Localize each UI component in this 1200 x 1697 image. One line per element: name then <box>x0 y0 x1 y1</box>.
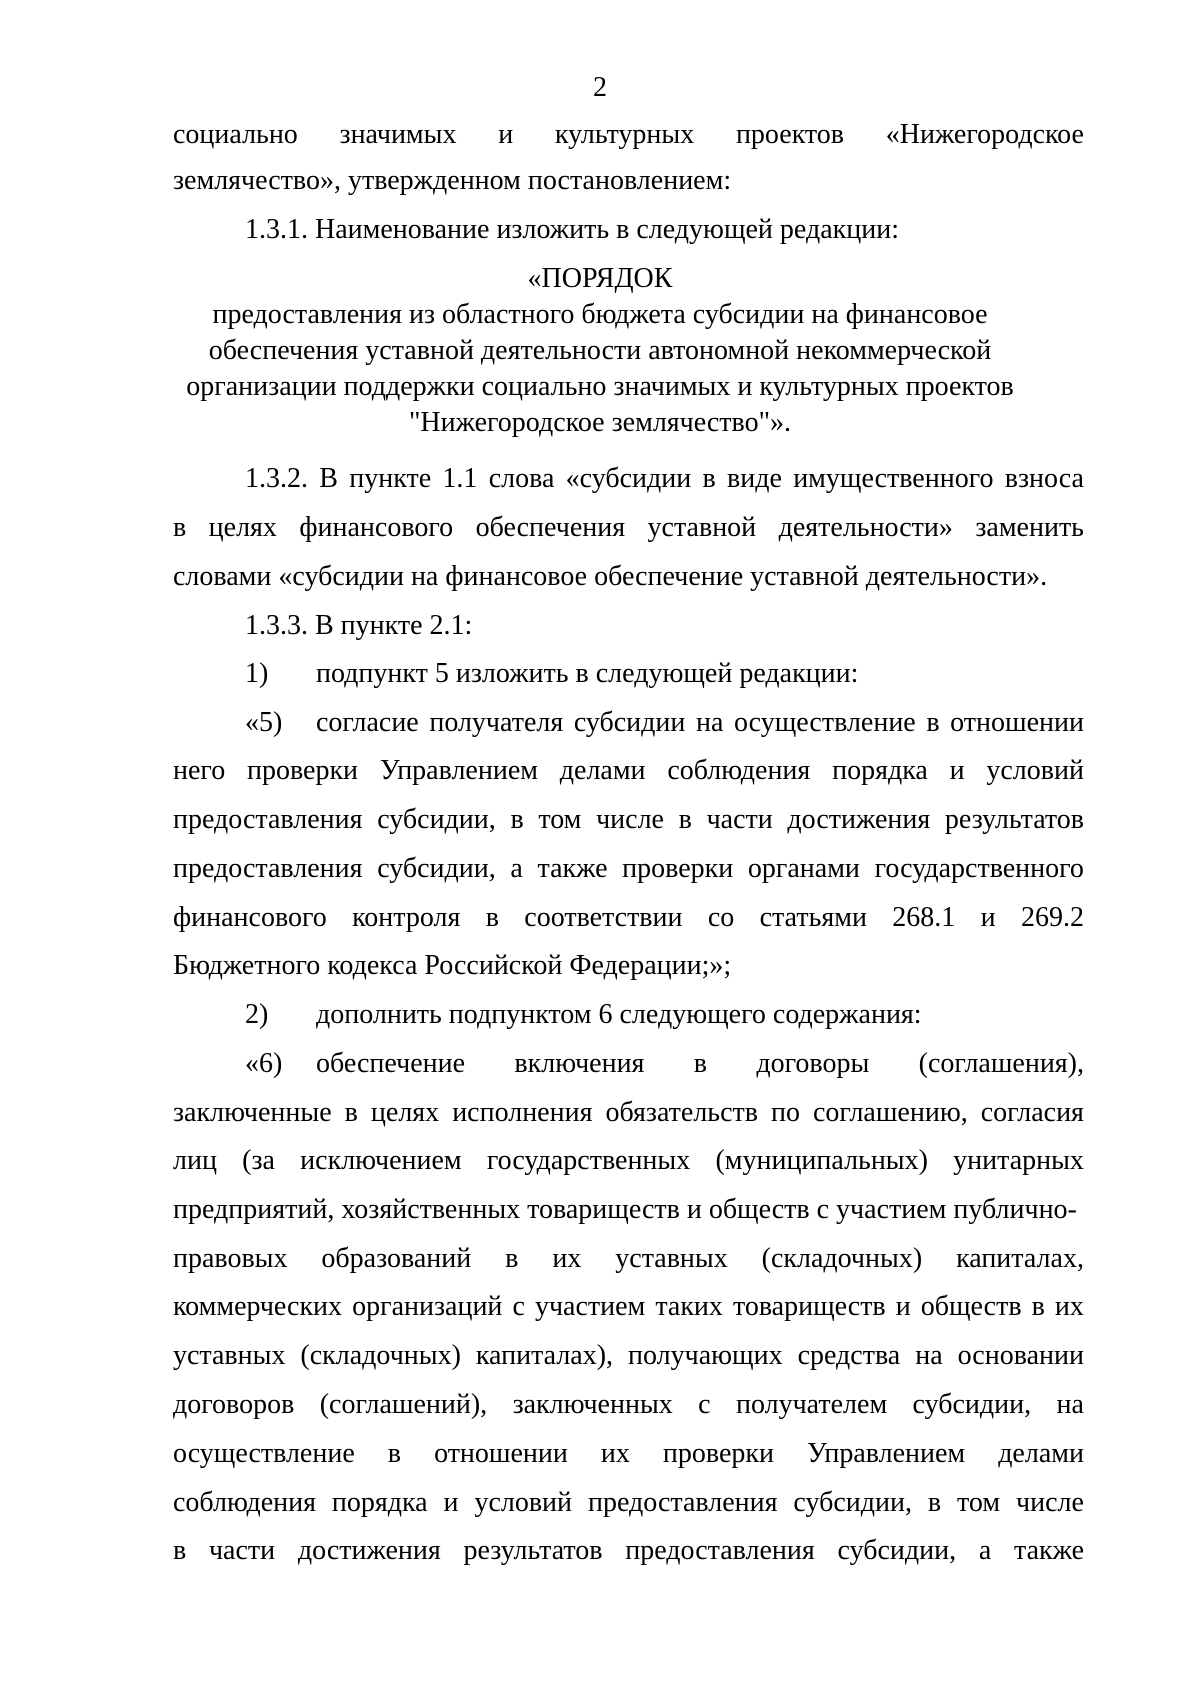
word: слова <box>488 463 555 494</box>
text-line-28 <box>173 1437 1084 1471</box>
word: исключением <box>300 1145 462 1176</box>
text-line-10: словами «субсидии на финансовое обеспечение уставной деятельности». <box>173 561 1048 592</box>
word: таких <box>655 1291 723 1322</box>
text-line-2: 1.3.1. Наименование изложить в следующей редакции: <box>245 214 899 245</box>
word: государственного <box>874 853 1084 884</box>
word: деятельности» <box>778 512 953 543</box>
word: части <box>208 1535 276 1566</box>
word: обязательств <box>605 1097 758 1128</box>
word: в <box>1031 1291 1045 1322</box>
title-line-1: предоставления из областного бюджета субсидии на финансовое <box>212 299 988 330</box>
word: Управлением <box>379 755 538 786</box>
word: заключенные <box>173 1097 332 1128</box>
text-line-25 <box>173 1290 1084 1324</box>
word: обеспечения <box>475 512 626 543</box>
word: включения <box>514 1048 645 1079</box>
word: целях <box>370 1097 440 1128</box>
word: субсидии, <box>377 853 496 884</box>
word: делами <box>998 1438 1084 1469</box>
word: в <box>927 1487 942 1518</box>
word: 269.2 <box>1020 902 1084 933</box>
word: получающих <box>628 1340 783 1371</box>
word: предоставления <box>173 804 363 835</box>
word: заключенных <box>512 1389 673 1420</box>
word: в <box>926 707 940 738</box>
word: значимых <box>339 119 457 150</box>
word: уставной <box>647 512 757 543</box>
text-line-1: землячество», утвержденном постановлением: <box>173 165 732 196</box>
word: в <box>702 463 716 494</box>
word: унитарных <box>953 1145 1084 1176</box>
word: договоров <box>173 1389 295 1420</box>
word: целях <box>208 512 277 543</box>
word: проверки <box>662 1438 774 1469</box>
word: том <box>957 1487 1001 1518</box>
word: осуществление <box>733 707 916 738</box>
word: В <box>319 463 338 494</box>
word: согласия <box>980 1097 1084 1128</box>
word: на <box>915 1340 943 1371</box>
word: субсидии, <box>912 1389 1032 1420</box>
word: субсидии, <box>377 804 496 835</box>
word: субсидии, <box>793 1487 912 1518</box>
word: (соглашений), <box>319 1389 488 1420</box>
word: (соглашения), <box>918 1048 1084 1079</box>
word: взноса <box>1004 463 1084 494</box>
word: результатов <box>944 804 1084 835</box>
word: осуществление <box>173 1438 355 1469</box>
word: соблюдения <box>667 755 811 786</box>
word: 268.1 <box>892 902 956 933</box>
word: правовых <box>173 1243 288 1274</box>
word: предоставления <box>625 1535 815 1566</box>
word: в <box>678 804 692 835</box>
word: и <box>498 119 514 150</box>
word: достижения <box>787 804 931 835</box>
word: обеспечение <box>316 1048 466 1079</box>
text-line-9 <box>173 511 1084 545</box>
text-line-22 <box>173 1144 1084 1178</box>
word: коммерческих <box>173 1291 343 1322</box>
word: социально <box>173 119 298 150</box>
text-line-23: предприятий, хозяйственных товариществ и обществ с участием публично- <box>173 1194 1077 1225</box>
word: их <box>600 1438 630 1469</box>
text-line-26 <box>173 1339 1084 1373</box>
word: условий <box>986 755 1084 786</box>
word: 1.1 <box>442 463 478 494</box>
word: соответствии <box>524 902 683 933</box>
word: условий <box>474 1487 573 1518</box>
word: в <box>387 1438 402 1469</box>
text-line-15 <box>173 803 1084 837</box>
title-line-4: "Нижегородское землячество"». <box>408 407 792 438</box>
word: проектов <box>735 119 845 150</box>
word: Управлением <box>807 1438 966 1469</box>
text-line-0 <box>173 118 1084 152</box>
word: с <box>512 1291 525 1322</box>
word: в <box>485 902 499 933</box>
item-number-1: 1) <box>245 658 269 689</box>
word: согласие <box>316 707 419 738</box>
word: «субсидии <box>565 463 692 494</box>
word: также <box>537 853 608 884</box>
word: в <box>344 1097 358 1128</box>
word: исполнения <box>452 1097 593 1128</box>
word: предоставления <box>173 853 363 884</box>
word: заменить <box>975 512 1084 543</box>
word: в <box>505 1243 519 1274</box>
word: том <box>538 804 582 835</box>
word: имущественного <box>793 463 994 494</box>
word: и <box>980 902 996 933</box>
word: него <box>173 755 226 786</box>
word: числе <box>1016 1487 1084 1518</box>
word: соглашению, <box>812 1097 968 1128</box>
word: отношении <box>434 1438 568 1469</box>
text-line-21 <box>173 1096 1084 1130</box>
text-line-19: дополнить подпунктом 6 следующего содержания: <box>316 999 922 1030</box>
word: и <box>895 1291 911 1322</box>
word: контроля <box>352 902 461 933</box>
word: обществ <box>920 1291 1022 1322</box>
word: субсидии, <box>837 1535 957 1566</box>
word: в <box>173 1535 187 1566</box>
word: в <box>173 512 187 543</box>
word: (складочных) <box>761 1243 923 1274</box>
title-heading: «ПОРЯДОК <box>527 263 673 294</box>
item-number-6: «6) <box>245 1048 283 1079</box>
word: части <box>706 804 773 835</box>
word: пункте <box>349 463 432 494</box>
word: и <box>949 755 965 786</box>
word: проверки <box>622 853 734 884</box>
word: (за <box>242 1145 275 1176</box>
word: средства <box>797 1340 901 1371</box>
word: финансового <box>299 512 454 543</box>
text-line-30 <box>173 1534 1084 1568</box>
word: их <box>552 1243 582 1274</box>
page-number: 2 <box>593 72 607 103</box>
word: финансового <box>173 902 327 933</box>
word: их <box>1054 1291 1084 1322</box>
text-line-24 <box>173 1242 1084 1276</box>
text-line-17 <box>173 901 1084 935</box>
word: уставных <box>615 1243 728 1274</box>
word: по <box>770 1097 800 1128</box>
text-line-29 <box>173 1486 1084 1520</box>
word: проверки <box>246 755 359 786</box>
word: с <box>698 1389 711 1420</box>
word: органами <box>747 853 860 884</box>
word: товариществ <box>732 1291 886 1322</box>
word: достижения <box>297 1535 441 1566</box>
text-line-20 <box>316 1047 1084 1081</box>
title-line-3: организации поддержки социально значимых и культурных проектов <box>186 371 1014 402</box>
text-line-11: 1.3.3. В пункте 2.1: <box>245 610 473 641</box>
text-line-12: подпункт 5 изложить в следующей редакции: <box>316 658 859 689</box>
word: капиталах), <box>475 1340 614 1371</box>
word: лиц <box>173 1145 217 1176</box>
word: предоставления <box>587 1487 778 1518</box>
word: также <box>1013 1535 1084 1566</box>
text-line-16 <box>173 852 1084 886</box>
word: организаций <box>352 1291 503 1322</box>
word: государственных <box>486 1145 691 1176</box>
word: порядка <box>832 755 928 786</box>
title-line-2: обеспечения уставной деятельности автономной некоммерческой <box>208 335 992 366</box>
text-line-13 <box>316 706 1084 740</box>
word: делами <box>559 755 646 786</box>
text-line-18: Бюджетного кодекса Российской Федерации;»; <box>173 950 732 981</box>
word: на <box>695 707 724 738</box>
word: виде <box>727 463 782 494</box>
word: результатов <box>463 1535 603 1566</box>
word: договоры <box>756 1048 870 1079</box>
word: статьями <box>759 902 867 933</box>
word: 1.3.2. <box>245 463 308 494</box>
word: числе <box>596 804 664 835</box>
word: основании <box>957 1340 1084 1371</box>
word: культурных <box>554 119 695 150</box>
word: в <box>510 804 524 835</box>
word: а <box>510 853 523 884</box>
word: соблюдения <box>173 1487 316 1518</box>
word: субсидии <box>573 707 686 738</box>
item-number-5: «5) <box>245 707 283 738</box>
word: «Нижегородское <box>885 119 1084 150</box>
word: на <box>1056 1389 1084 1420</box>
word: (муниципальных) <box>715 1145 928 1176</box>
text-line-27 <box>173 1388 1084 1422</box>
word: образований <box>321 1243 472 1274</box>
word: капиталах, <box>956 1243 1084 1274</box>
word: а <box>978 1535 992 1566</box>
word: участием <box>534 1291 646 1322</box>
text-line-14 <box>173 754 1084 788</box>
word: и <box>443 1487 459 1518</box>
word: получателя <box>429 707 564 738</box>
word: отношении <box>950 707 1084 738</box>
word: со <box>707 902 735 933</box>
word: (складочных) <box>300 1340 461 1371</box>
word: в <box>693 1048 708 1079</box>
item-number-2: 2) <box>245 999 269 1030</box>
word: уставных <box>173 1340 286 1371</box>
word: порядка <box>331 1487 428 1518</box>
text-line-8 <box>245 462 1084 496</box>
word: получателем <box>736 1389 888 1420</box>
